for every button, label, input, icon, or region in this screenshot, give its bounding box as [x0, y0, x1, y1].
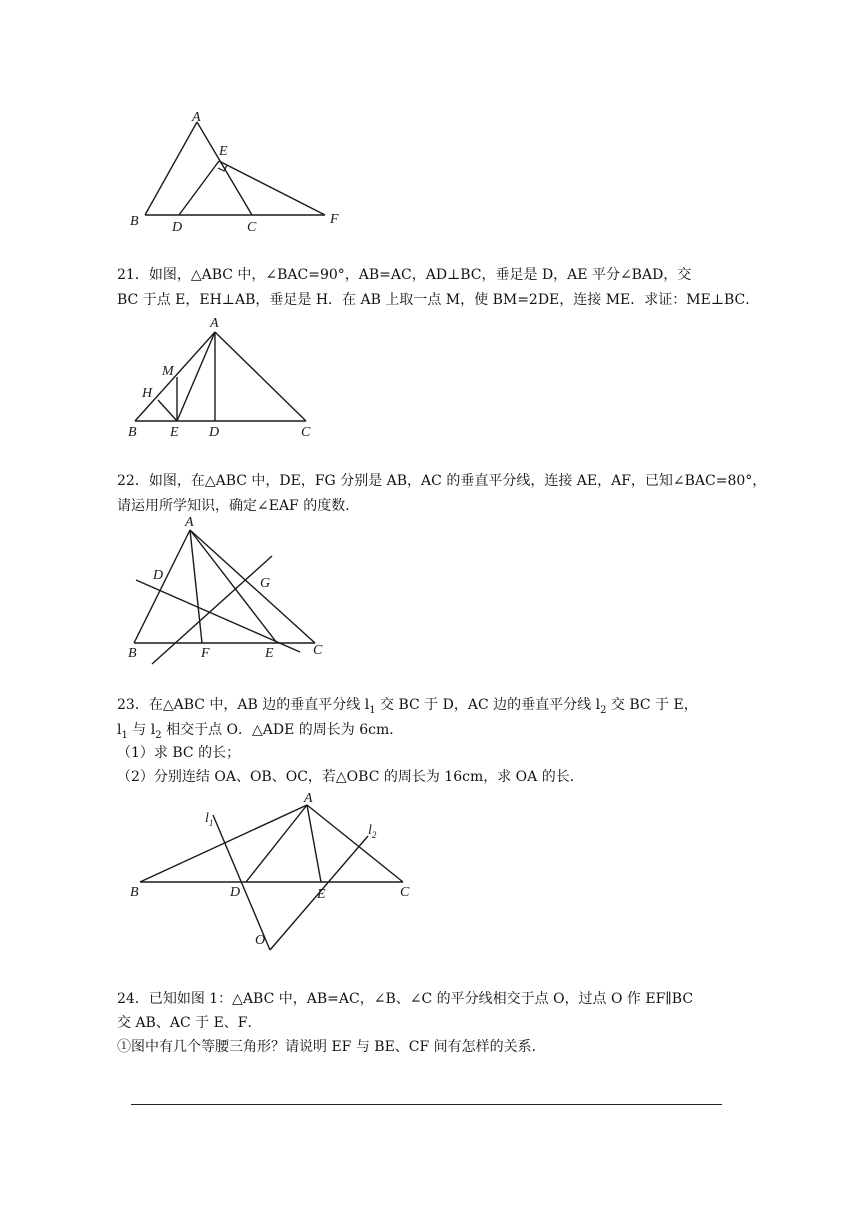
- q23-line2-text-b: 与 l: [127, 722, 156, 738]
- label-M: M: [162, 364, 174, 379]
- q23-line3: （1）求 BC 的长；: [117, 745, 241, 761]
- label-B: B: [128, 646, 137, 661]
- triangle-diagram-q20: [120, 105, 360, 245]
- triangle-diagram-q22: [120, 512, 340, 672]
- label-E: E: [265, 646, 274, 661]
- q23-line1-text-a: 23．在△ABC 中，AB 边的垂直平分线 l: [117, 697, 370, 713]
- figure-q20: [120, 105, 360, 245]
- label-F: F: [201, 646, 210, 661]
- q23-line2-sub-2: 2: [155, 729, 162, 741]
- label-l1: [205, 811, 213, 828]
- label-B: B: [130, 214, 139, 229]
- label-H: H: [142, 386, 153, 401]
- q22-line1: 22．如图，在△ABC 中，DE，FG 分别是 AB，AC 的垂直平分线，连接 AE，AF，已知∠BAC=80°，: [117, 473, 767, 489]
- q24-line1: 24．已知如图 1：△ABC 中，AB=AC，∠B、∠C 的平分线相交于点 O，过点 O 作 EF∥BC: [117, 991, 694, 1007]
- figure-q22: [120, 512, 340, 672]
- label-l1-sub: 1: [208, 818, 214, 828]
- label-C: C: [247, 220, 257, 235]
- q24-line2: 交 AB、AC 于 E、F．: [117, 1015, 262, 1031]
- q23-line1-sub-2: 2: [600, 704, 607, 716]
- label-F: F: [330, 212, 339, 227]
- q24-line3: ①图中有几个等腰三角形？请说明 EF 与 BE、CF 间有怎样的关系．: [117, 1039, 546, 1055]
- q23-line1-sub-1: 1: [369, 704, 376, 716]
- label-B: B: [128, 425, 137, 440]
- label-D: D: [172, 220, 183, 235]
- label-l2-sub: 2: [371, 830, 377, 840]
- label-l2: [368, 823, 377, 840]
- label-C: C: [301, 425, 311, 440]
- q23-line1-text-b: 交 BC 于 D，AC 边的垂直平分线 l: [375, 697, 601, 713]
- q23-line4: （2）分别连结 OA、OB、OC，若△OBC 的周长为 16cm，求 OA 的长．: [117, 769, 584, 785]
- label-l1-letter: l: [205, 811, 209, 826]
- q21-line1: 21．如图，△ABC 中，∠BAC=90°，AB=AC，AD⊥BC，垂足是 D，AE 平分∠BAD，交: [117, 267, 692, 283]
- q22-line2: 请运用所学知识，确定∠EAF 的度数．: [117, 498, 360, 514]
- label-O: O: [255, 933, 266, 948]
- figure-q21: [120, 312, 340, 442]
- label-D: D: [153, 568, 164, 583]
- label-E: E: [219, 144, 228, 159]
- footer-divider: [131, 1104, 722, 1105]
- label-E: E: [317, 887, 326, 902]
- q21-line2: BC 于点 E，EH⊥AB，垂足是 H．在 AB 上取一点 M，使 BM=2DE，连接 ME．求证：ME⊥BC．: [117, 292, 760, 308]
- label-A: A: [304, 791, 313, 806]
- triangle-diagram-q23: [120, 792, 420, 957]
- label-B: B: [130, 885, 139, 900]
- label-A: A: [210, 316, 219, 331]
- label-l2-letter: l: [368, 823, 372, 838]
- label-D: D: [209, 425, 220, 440]
- q23-line2-text-a: l: [117, 722, 122, 738]
- q23-line2-sub-1: 1: [121, 729, 128, 741]
- q23-line1-text-c: 交 BC 于 E，: [606, 697, 698, 713]
- q23-line2-text-c: 相交于点 O．△ADE 的周长为 6cm．: [161, 722, 404, 738]
- label-C: C: [313, 643, 323, 658]
- triangle-diagram-q21: [120, 312, 340, 442]
- label-A: A: [192, 110, 201, 125]
- label-C: C: [400, 885, 410, 900]
- label-E: E: [170, 425, 179, 440]
- label-A: A: [185, 515, 194, 530]
- figure-q23: [120, 792, 420, 957]
- label-D: D: [230, 885, 241, 900]
- label-G: G: [260, 576, 271, 591]
